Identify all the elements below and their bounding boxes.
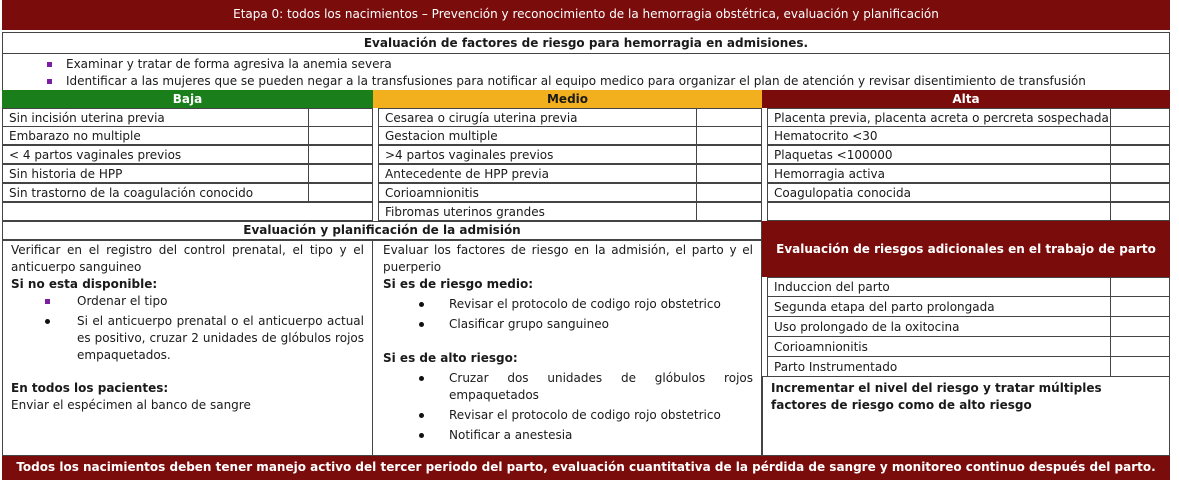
bullet-square-icon xyxy=(47,79,52,84)
additional-risk-item xyxy=(767,336,1111,357)
risk-check-cell xyxy=(308,183,373,202)
column-header-label: Alta xyxy=(952,92,980,106)
risk-check-cell xyxy=(696,108,762,127)
risk-item-text: Sin incisión uterina previa xyxy=(9,111,165,125)
additional-risk-item xyxy=(767,356,1111,377)
risk-check-cell xyxy=(1110,202,1170,221)
additional-risk-item xyxy=(767,316,1111,337)
bullet-dot-icon xyxy=(419,322,424,327)
risk-check-cell xyxy=(1110,296,1170,317)
admission-middle-intro: Evaluar los factores de riesgo en la admisión, el parto y el puerperio xyxy=(383,243,753,274)
admission-header-text: Evaluación y planificación de la admisión xyxy=(243,223,521,237)
risk-check-cell xyxy=(1110,164,1170,183)
bullet-dot-icon xyxy=(419,433,424,438)
column-header-label: Medio xyxy=(546,92,589,106)
column-header-medio xyxy=(373,90,762,108)
risk-check-cell xyxy=(1110,316,1170,337)
admission-middle-bullet xyxy=(383,316,753,333)
risk-item-text: Embarazo no multiple xyxy=(9,129,141,143)
risk-item-baja xyxy=(2,183,309,202)
bullet-text: Cruzar dos unidades de glóbulos rojos empaquetados xyxy=(449,371,753,402)
additional-note-text: Incrementar el nivel del riesgo y tratar múltiples factores de riesgo como de alto riesgo xyxy=(771,381,1102,412)
risk-check-cell xyxy=(1110,145,1170,164)
risk-check-cell xyxy=(1110,277,1170,297)
admission-middle-bullet xyxy=(383,407,753,424)
risk-check-cell xyxy=(1110,183,1170,202)
additional-risks-note xyxy=(762,376,1170,456)
risk-item-medio xyxy=(378,164,697,183)
risk-check-cell xyxy=(308,126,373,145)
additional-risk-text: Uso prolongado de la oxitocina xyxy=(774,320,960,334)
risk-item-text: Cesarea o cirugía uterina previa xyxy=(385,111,578,125)
footer-bar xyxy=(2,456,1170,480)
risk-item-text: Corioamnionitis xyxy=(385,186,479,200)
bullet-dot-icon xyxy=(419,376,424,381)
admission-middle-heading: Si es de riesgo medio: xyxy=(383,277,534,291)
column-header-baja xyxy=(2,90,373,108)
subtitle-text: Evaluación de factores de riesgo para hemorragia en admisiones. xyxy=(363,36,809,50)
admission-left-bullet xyxy=(11,293,364,310)
risk-item-text: Coagulopatia conocida xyxy=(774,186,911,200)
intro-bullet-text: Examinar y tratar de forma agresiva la anemia severa xyxy=(66,57,392,71)
additional-risk-text: Parto Instrumentado xyxy=(774,360,898,374)
risk-empty-cell xyxy=(767,202,1111,221)
risk-empty-cell xyxy=(2,202,373,221)
column-header-alta xyxy=(762,90,1170,108)
page-title: Etapa 0: todos los nacimientos – Prevención y reconocimiento de la hemorragia obstétrica, evaluación y planificación xyxy=(233,7,939,21)
bullet-dot-icon xyxy=(419,302,424,307)
risk-item-alta xyxy=(767,126,1111,145)
additional-risks-header xyxy=(762,221,1170,277)
risk-item-alta xyxy=(767,108,1111,127)
admission-left-intro: Verificar en el registro del control prenatal, el tipo y el anticuerpo sanguineo xyxy=(11,243,364,274)
bullet-text: Si el anticuerpo prenatal o el anticuerpo actual es positivo, cruzar 2 unidades de glóbulos rojos empaquetados. xyxy=(77,314,364,362)
additional-risk-item xyxy=(767,296,1111,317)
admission-middle-heading: Si es de alto riesgo: xyxy=(383,351,518,365)
risk-check-cell xyxy=(696,183,762,202)
risk-item-text: Hematocrito <30 xyxy=(774,129,878,143)
risk-item-baja xyxy=(2,108,309,127)
title-bar xyxy=(2,0,1170,30)
risk-item-text: Sin trastorno de la coagulación conocido xyxy=(9,186,254,200)
bullet-text: Clasificar grupo sanguineo xyxy=(449,317,609,331)
intro-bullet xyxy=(47,73,1086,89)
additional-risk-item xyxy=(767,277,1111,297)
risk-item-text: Hemorragia activa xyxy=(774,167,886,181)
risk-item-medio xyxy=(378,202,697,221)
risk-check-cell xyxy=(696,145,762,164)
risk-item-text: Plaquetas <100000 xyxy=(774,148,893,162)
bullet-text: Revisar el protocolo de codigo rojo obstetrico xyxy=(449,297,721,311)
risk-check-cell xyxy=(696,164,762,183)
footer-text: Todos los nacimientos deben tener manejo activo del tercer periodo del parto, evaluación cuantitativa de la pérdida de sangre y monitoreo continuo después del parto. xyxy=(16,460,1156,474)
risk-item-baja xyxy=(2,126,309,145)
risk-item-baja xyxy=(2,164,309,183)
risk-item-medio xyxy=(378,145,697,164)
risk-item-text: Placenta previa, placenta acreta o percreta sospechada xyxy=(774,111,1109,125)
bullet-text: Notificar a anestesia xyxy=(449,428,573,442)
admission-header xyxy=(2,221,762,240)
bullet-text: Revisar el protocolo de codigo rojo obstetrico xyxy=(449,408,721,422)
subtitle xyxy=(2,32,1170,54)
risk-item-text: >4 partos vaginales previos xyxy=(385,148,554,162)
risk-item-text: Antecedente de HPP previa xyxy=(385,167,549,181)
additional-risk-text: Segunda etapa del parto prolongada xyxy=(774,300,995,314)
additional-risks-header-text: Evaluación de riesgos adicionales en el trabajo de parto xyxy=(776,242,1156,256)
bullet-dot-icon xyxy=(45,319,50,324)
risk-check-cell xyxy=(1110,126,1170,145)
admission-middle-panel xyxy=(373,240,762,456)
admission-left-panel xyxy=(2,240,373,456)
risk-item-alta xyxy=(767,164,1111,183)
intro-bullet xyxy=(47,56,392,72)
risk-item-text: Sin historia de HPP xyxy=(9,167,123,181)
bullet-square-icon xyxy=(47,62,52,67)
risk-item-text: Gestacion multiple xyxy=(385,129,498,143)
column-header-label: Baja xyxy=(172,92,203,106)
additional-risk-text: Corioamnionitis xyxy=(774,340,868,354)
risk-item-medio xyxy=(378,126,697,145)
risk-item-text: Fibromas uterinos grandes xyxy=(385,205,545,219)
risk-check-cell xyxy=(1110,356,1170,377)
risk-item-text: < 4 partos vaginales previos xyxy=(9,148,182,162)
risk-item-baja xyxy=(2,145,309,164)
admission-left-heading: En todos los pacientes: xyxy=(11,381,169,395)
intro-bullets xyxy=(2,54,1170,90)
admission-left-final: Enviar el espécimen al banco de sangre xyxy=(11,398,251,412)
risk-check-cell xyxy=(308,108,373,127)
risk-item-alta xyxy=(767,183,1111,202)
admission-left-heading: Si no esta disponible: xyxy=(11,277,158,291)
additional-risk-text: Induccion del parto xyxy=(774,280,890,294)
risk-check-cell xyxy=(696,202,762,221)
admission-middle-bullet xyxy=(383,296,753,313)
bullet-square-icon xyxy=(45,299,50,304)
risk-check-cell xyxy=(696,126,762,145)
risk-check-cell xyxy=(1110,108,1170,127)
risk-check-cell xyxy=(308,164,373,183)
risk-item-medio xyxy=(378,183,697,202)
intro-bullet-text: Identificar a las mujeres que se pueden negar a la transfusiones para notificar al equipo medico para organizar el plan de atención y revisar disentimiento de transfusión xyxy=(66,74,1086,88)
admission-left-bullet xyxy=(11,313,364,364)
bullet-text: Ordenar el tipo xyxy=(77,294,168,308)
risk-check-cell xyxy=(308,145,373,164)
risk-item-medio xyxy=(378,108,697,127)
risk-item-alta xyxy=(767,145,1111,164)
bullet-dot-icon xyxy=(419,413,424,418)
risk-check-cell xyxy=(1110,336,1170,357)
admission-middle-bullet xyxy=(383,370,753,404)
admission-middle-bullet xyxy=(383,427,753,444)
